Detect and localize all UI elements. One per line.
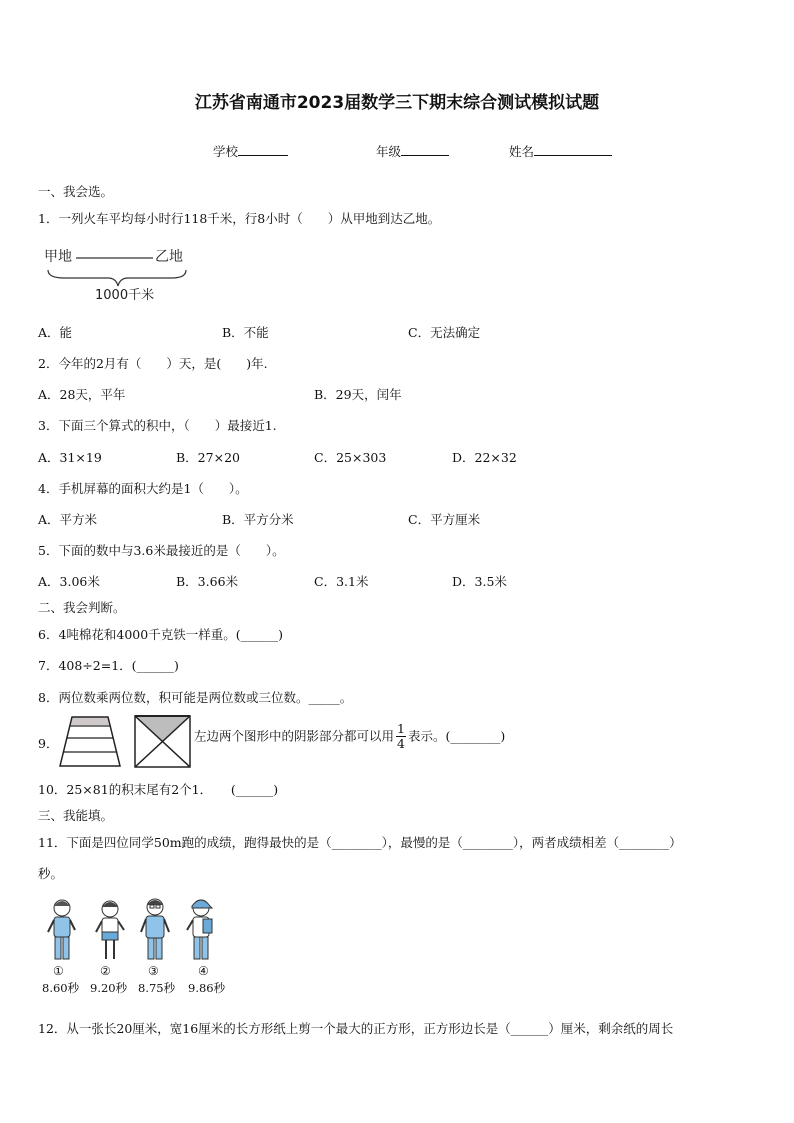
- option-5d[interactable]: D．3.5米: [452, 574, 507, 589]
- school-label: 学校: [213, 144, 239, 159]
- student-1-figure: [48, 900, 75, 959]
- diagram-distance-label: 1000千米: [95, 288, 155, 303]
- diagram-end-label: 乙地: [155, 249, 183, 265]
- option-4b[interactable]: B．平方分米: [222, 512, 294, 527]
- option-1c[interactable]: C．无法确定: [408, 325, 481, 340]
- option-1b[interactable]: B．不能: [222, 325, 269, 340]
- student-2-time: 9.20秒: [90, 981, 128, 995]
- option-3c[interactable]: C．25×303: [314, 450, 387, 465]
- option-3a[interactable]: A．31×19: [38, 450, 102, 465]
- question-1: 1．一列火车平均每小时行118千米，行8小时（ ）从甲地到达乙地。: [38, 211, 441, 226]
- distance-brace: [48, 270, 186, 286]
- option-5c[interactable]: C．3.1米: [314, 574, 369, 589]
- grade-label: 年级: [376, 144, 402, 159]
- student-4-label: ④: [198, 964, 209, 978]
- page-title: 江苏省南通市2023届数学三下期末综合测试模拟试题: [194, 93, 600, 113]
- section-heading: 一、我会选。: [38, 184, 114, 199]
- option-5b[interactable]: B．3.66米: [176, 574, 239, 589]
- square-shaded-triangle: [136, 717, 189, 742]
- question-11-end: 秒。: [38, 866, 64, 881]
- section-heading: 三、我能填。: [38, 808, 114, 823]
- option-3b[interactable]: B．27×20: [176, 450, 240, 465]
- name-label: 姓名: [509, 144, 535, 159]
- q9-text-after: 表示。(________): [407, 728, 506, 744]
- question-7: 7．408÷2=1．(______): [38, 658, 179, 673]
- student-1-time: 8.60秒: [42, 981, 80, 995]
- question-5: 5．下面的数中与3.6米最接近的是（ ）。: [38, 543, 285, 558]
- option-2b[interactable]: B．29天，闰年: [314, 387, 402, 402]
- option-3d[interactable]: D．22×32: [452, 450, 517, 465]
- question-10: 10．25×81的积末尾有2个1． (______): [38, 782, 279, 797]
- question-9-number: 9．: [38, 736, 59, 751]
- school-field[interactable]: [213, 142, 288, 160]
- option-2a[interactable]: A．28天，平年: [38, 387, 126, 402]
- option-5a[interactable]: A．3.06米: [38, 574, 100, 589]
- question-8: 8．两位数乘两位数，积可能是两位数或三位数。_____。: [38, 690, 353, 705]
- one-quarter-fraction: $\frac{1}{4}$: [397, 721, 405, 751]
- option-1a[interactable]: A．能: [38, 325, 73, 340]
- student-2-label: ②: [100, 964, 111, 978]
- question-2: 2．今年的2月有（ ）天，是( )年.: [38, 356, 268, 371]
- section-heading: 二、我会判断。: [38, 600, 126, 615]
- student-3-time: 8.75秒: [138, 981, 176, 995]
- student-4-time: 9.86秒: [188, 981, 226, 995]
- question-9: [194, 722, 505, 751]
- question-4: 4．手机屏幕的面积大约是1（ ）。: [38, 481, 248, 496]
- question-11: 11．下面是四位同学50m跑的成绩，跑得最快的是（________），最慢的是（________），两者成绩相差（________）: [38, 835, 682, 850]
- student-4-figure: [187, 900, 212, 959]
- q9-figures: [58, 714, 194, 770]
- q9-text-before: 左边两个图形中的阴影部分都可以用: [194, 728, 395, 744]
- student-3-figure: [141, 899, 169, 959]
- question-12: 12．从一张长20厘米，宽16厘米的长方形纸上剪一个最大的正方形，正方形边长是（______）厘米，剩余纸的周长: [38, 1021, 674, 1036]
- trapezoid-shaded-part: [71, 717, 109, 725]
- option-4a[interactable]: A．平方米: [38, 512, 98, 527]
- student-2-figure: [96, 901, 124, 959]
- distance-diagram: [38, 244, 198, 306]
- student-3-label: ③: [148, 964, 159, 978]
- diagram-start-label: 甲地: [44, 249, 72, 265]
- student-1-label: ①: [53, 964, 64, 978]
- grade-field[interactable]: [376, 142, 449, 160]
- students-illustration: [42, 896, 232, 966]
- option-4c[interactable]: C．平方厘米: [408, 512, 481, 527]
- name-field[interactable]: [509, 142, 612, 160]
- question-3: 3．下面三个算式的积中，（ ）最接近1.: [38, 418, 277, 433]
- question-6: 6．4吨棉花和4000千克铁一样重。(______): [38, 627, 283, 642]
